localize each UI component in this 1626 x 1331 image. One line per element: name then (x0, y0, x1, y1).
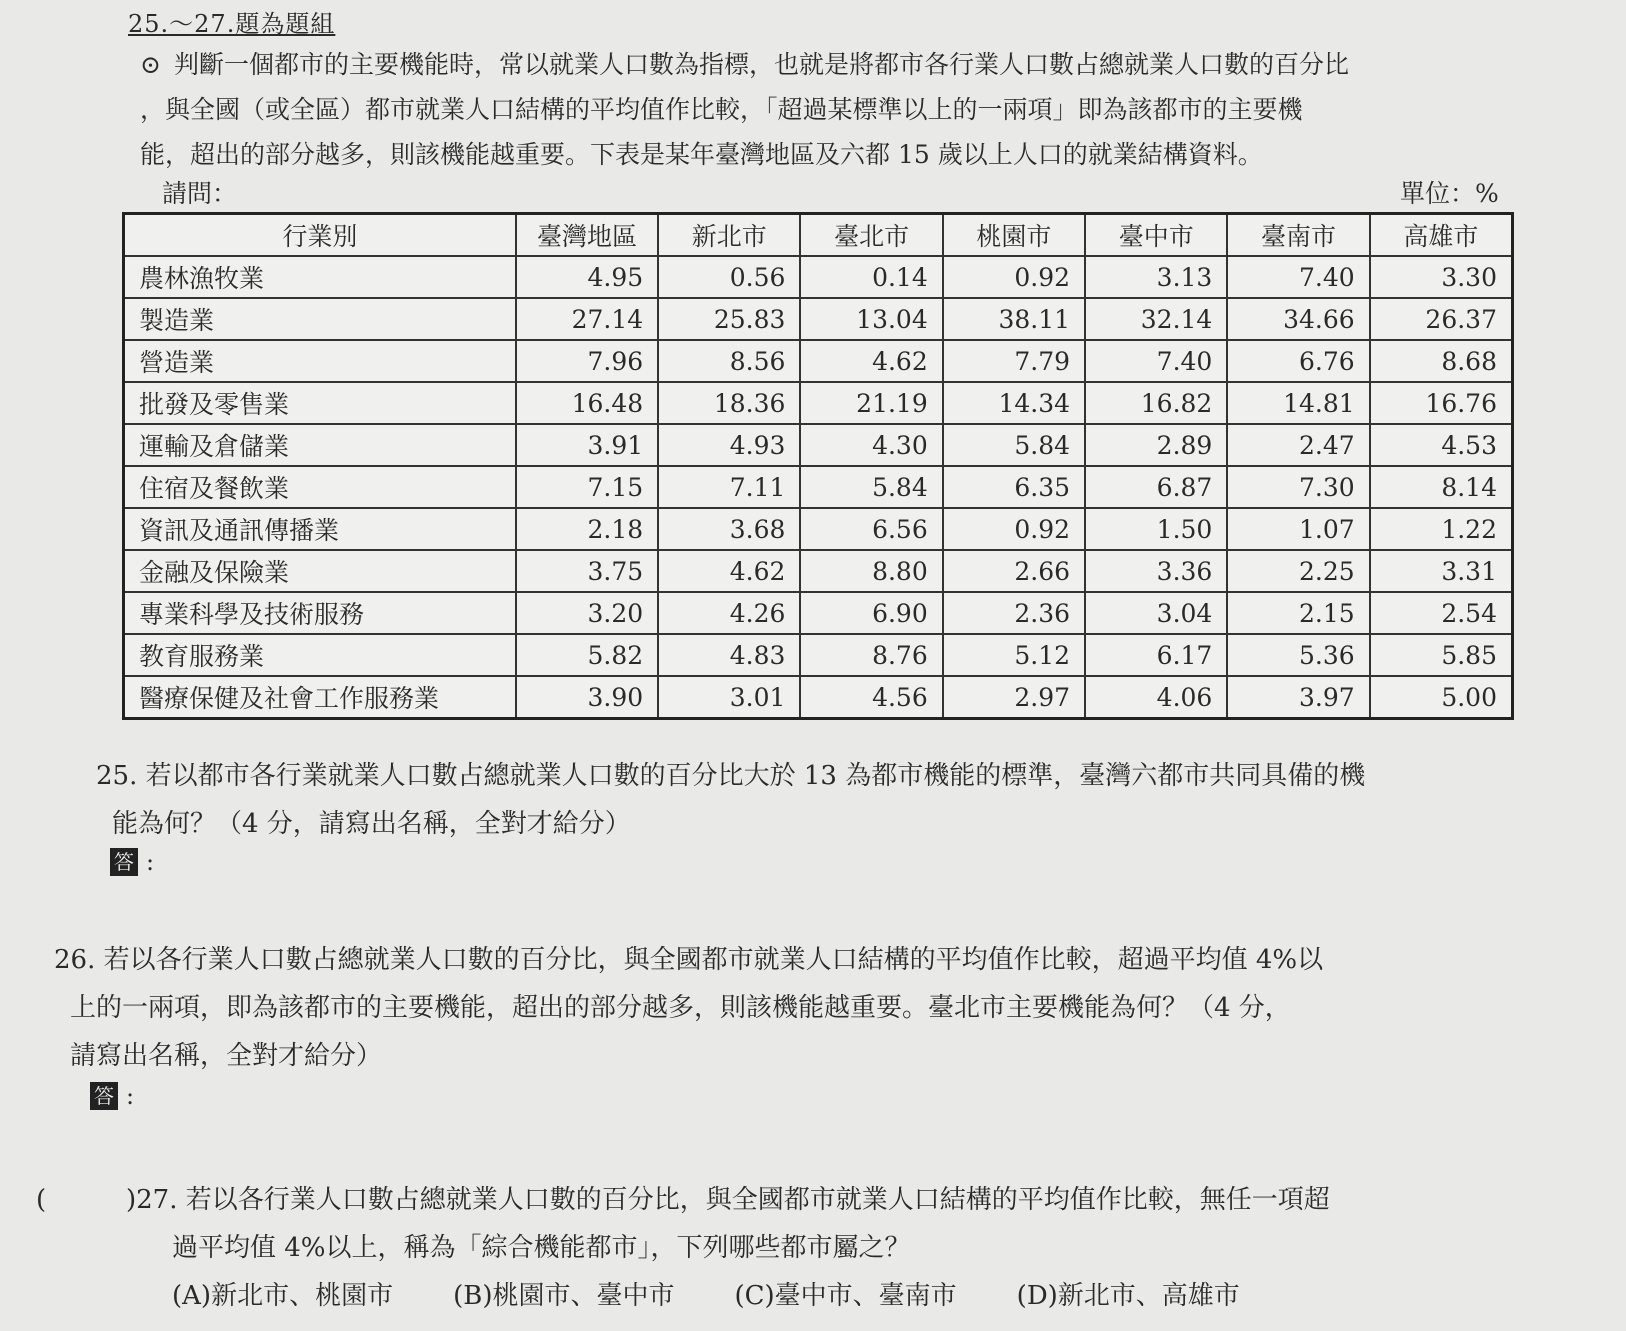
value-cell: 7.11 (658, 466, 800, 508)
value-cell: 1.07 (1227, 508, 1369, 550)
option-b[interactable]: (B)桃園市、臺中市 (453, 1281, 675, 1311)
table-row (124, 508, 1513, 550)
value-cell: 3.36 (1085, 550, 1227, 592)
option-c[interactable]: (C)臺中市、臺南市 (734, 1281, 957, 1311)
industry-name-cell: 住宿及餐飲業 (124, 466, 516, 508)
value-cell: 8.68 (1370, 340, 1513, 382)
ask-label: 請問： (162, 179, 238, 208)
value-cell: 7.30 (1227, 466, 1369, 508)
value-cell: 5.36 (1227, 634, 1369, 676)
value-cell: 5.12 (943, 634, 1085, 676)
value-cell: 2.97 (943, 676, 1085, 719)
value-cell: 2.15 (1227, 592, 1369, 634)
value-cell: 14.81 (1227, 382, 1369, 424)
table-row (124, 298, 1513, 340)
answer-colon: : (146, 848, 155, 876)
value-cell: 2.36 (943, 592, 1085, 634)
value-cell: 18.36 (658, 382, 800, 424)
value-cell: 4.95 (516, 256, 658, 298)
value-cell: 2.54 (1370, 592, 1513, 634)
table-row (124, 634, 1513, 676)
header-taiwan: 臺灣地區 (516, 214, 658, 257)
value-cell: 34.66 (1227, 298, 1369, 340)
value-cell: 14.34 (943, 382, 1085, 424)
header-new-taipei: 新北市 (658, 214, 800, 257)
value-cell: 3.90 (516, 676, 658, 719)
value-cell: 3.75 (516, 550, 658, 592)
value-cell: 16.82 (1085, 382, 1227, 424)
q25-line-2: 能為何？（4 分，請寫出名稱，全對才給分） (112, 809, 631, 839)
intro-line-3: 能，超出的部分越多，則該機能越重要。下表是某年臺灣地區及六都 15 歲以上人口的就業結構資料。 (140, 140, 1263, 169)
value-cell: 2.18 (516, 508, 658, 550)
answer-25[interactable] (110, 848, 154, 876)
answer-26[interactable] (90, 1082, 134, 1110)
value-cell: 8.56 (658, 340, 800, 382)
header-taipei: 臺北市 (800, 214, 942, 257)
answer-icon: 答 (90, 1082, 118, 1110)
value-cell: 13.04 (800, 298, 942, 340)
value-cell: 3.97 (1227, 676, 1369, 719)
industry-name-cell: 專業科學及技術服務 (124, 592, 516, 634)
value-cell: 3.04 (1085, 592, 1227, 634)
value-cell: 4.26 (658, 592, 800, 634)
table-row (124, 382, 1513, 424)
value-cell: 3.30 (1370, 256, 1513, 298)
value-cell: 5.00 (1370, 676, 1513, 719)
intro-paragraph (140, 42, 1530, 177)
option-d[interactable]: (D)新北市、高雄市 (1016, 1281, 1240, 1311)
value-cell: 5.85 (1370, 634, 1513, 676)
value-cell: 16.48 (516, 382, 658, 424)
value-cell: 32.14 (1085, 298, 1227, 340)
value-cell: 4.56 (800, 676, 942, 719)
industry-name-cell: 批發及零售業 (124, 382, 516, 424)
value-cell: 3.13 (1085, 256, 1227, 298)
value-cell: 2.66 (943, 550, 1085, 592)
value-cell: 6.76 (1227, 340, 1369, 382)
answer-colon: : (126, 1082, 135, 1110)
value-cell: 25.83 (658, 298, 800, 340)
value-cell: 5.82 (516, 634, 658, 676)
table-header-row (124, 214, 1513, 257)
value-cell: 7.40 (1085, 340, 1227, 382)
industry-name-cell: 教育服務業 (124, 634, 516, 676)
value-cell: 0.56 (658, 256, 800, 298)
value-cell: 4.62 (800, 340, 942, 382)
value-cell: 6.56 (800, 508, 942, 550)
value-cell: 6.87 (1085, 466, 1227, 508)
header-taoyuan: 桃園市 (943, 214, 1085, 257)
industry-name-cell: 醫療保健及社會工作服務業 (124, 676, 516, 719)
table-row (124, 550, 1513, 592)
industry-name-cell: 農林漁牧業 (124, 256, 516, 298)
value-cell: 3.20 (516, 592, 658, 634)
value-cell: 0.14 (800, 256, 942, 298)
value-cell: 8.80 (800, 550, 942, 592)
industry-name-cell: 資訊及通訊傳播業 (124, 508, 516, 550)
industry-name-cell: 運輸及倉儲業 (124, 424, 516, 466)
value-cell: 3.01 (658, 676, 800, 719)
unit-label: 單位：% (1400, 179, 1499, 208)
question-27 (36, 1176, 1536, 1320)
value-cell: 8.76 (800, 634, 942, 676)
table-row (124, 466, 1513, 508)
value-cell: 4.53 (1370, 424, 1513, 466)
group-title: 25.～27.題為題組 (128, 10, 336, 38)
value-cell: 1.22 (1370, 508, 1513, 550)
value-cell: 3.68 (658, 508, 800, 550)
employment-table (122, 212, 1514, 720)
value-cell: 0.92 (943, 256, 1085, 298)
answer-paren[interactable]: ( (36, 1185, 47, 1215)
value-cell: 7.96 (516, 340, 658, 382)
table-row (124, 424, 1513, 466)
value-cell: 4.93 (658, 424, 800, 466)
value-cell: 8.14 (1370, 466, 1513, 508)
value-cell: 3.91 (516, 424, 658, 466)
value-cell: 4.06 (1085, 676, 1227, 719)
value-cell: 21.19 (800, 382, 942, 424)
table-row (124, 676, 1513, 719)
option-a[interactable]: (A)新北市、桃園市 (172, 1281, 394, 1311)
header-tainan: 臺南市 (1227, 214, 1369, 257)
value-cell: 7.40 (1227, 256, 1369, 298)
q26-line-3: 請寫出名稱，全對才給分） (70, 1041, 383, 1071)
q26-line-2: 上的一兩項，即為該都市的主要機能，超出的部分越多，則該機能越重要。臺北市主要機能為何？（4 分， (70, 993, 1291, 1023)
value-cell: 7.79 (943, 340, 1085, 382)
value-cell: 4.62 (658, 550, 800, 592)
header-taichung: 臺中市 (1085, 214, 1227, 257)
value-cell: 5.84 (943, 424, 1085, 466)
answer-icon: 答 (110, 848, 138, 876)
bullet-icon: ⊙ (140, 50, 161, 79)
value-cell: 5.84 (800, 466, 942, 508)
q27-line-1: )27. 若以各行業人口數占總就業人口數的百分比，與全國都市就業人口結構的平均值作比較，無任一項超 (126, 1185, 1330, 1215)
industry-name-cell: 金融及保險業 (124, 550, 516, 592)
value-cell: 4.83 (658, 634, 800, 676)
q26-line-1: 26. 若以各行業人口數占總就業人口數的百分比，與全國都市就業人口結構的平均值作比較，超過平均值 4%以 (54, 945, 1324, 975)
intro-line-1: 判斷一個都市的主要機能時，常以就業人口數為指標，也就是將都市各行業人口數占總就業人口數的百分比 (174, 50, 1350, 79)
value-cell: 7.15 (516, 466, 658, 508)
q25-line-1: 25. 若以都市各行業就業人口數占總就業人口數的百分比大於 13 為都市機能的標準，臺灣六都市共同具備的機 (96, 761, 1366, 791)
table-row (124, 340, 1513, 382)
table-row (124, 256, 1513, 298)
q27-options (36, 1272, 1536, 1320)
value-cell: 2.89 (1085, 424, 1227, 466)
header-industry: 行業別 (124, 214, 516, 257)
question-26 (54, 936, 1534, 1080)
value-cell: 6.90 (800, 592, 942, 634)
value-cell: 2.25 (1227, 550, 1369, 592)
q27-line-2: 過平均值 4%以上，稱為「綜合機能都市」，下列哪些都市屬之？ (172, 1233, 911, 1263)
question-25 (96, 752, 1536, 848)
value-cell: 27.14 (516, 298, 658, 340)
value-cell: 1.50 (1085, 508, 1227, 550)
value-cell: 0.92 (943, 508, 1085, 550)
value-cell: 4.30 (800, 424, 942, 466)
value-cell: 26.37 (1370, 298, 1513, 340)
value-cell: 38.11 (943, 298, 1085, 340)
table-row (124, 592, 1513, 634)
value-cell: 2.47 (1227, 424, 1369, 466)
value-cell: 6.17 (1085, 634, 1227, 676)
value-cell: 3.31 (1370, 550, 1513, 592)
value-cell: 16.76 (1370, 382, 1513, 424)
industry-name-cell: 營造業 (124, 340, 516, 382)
intro-line-2: ，與全國（或全區）都市就業人口結構的平均值作比較，「超過某標準以上的一兩項」即為該都市的主要機 (140, 95, 1303, 124)
value-cell: 6.35 (943, 466, 1085, 508)
header-kaohsiung: 高雄市 (1370, 214, 1513, 257)
industry-name-cell: 製造業 (124, 298, 516, 340)
